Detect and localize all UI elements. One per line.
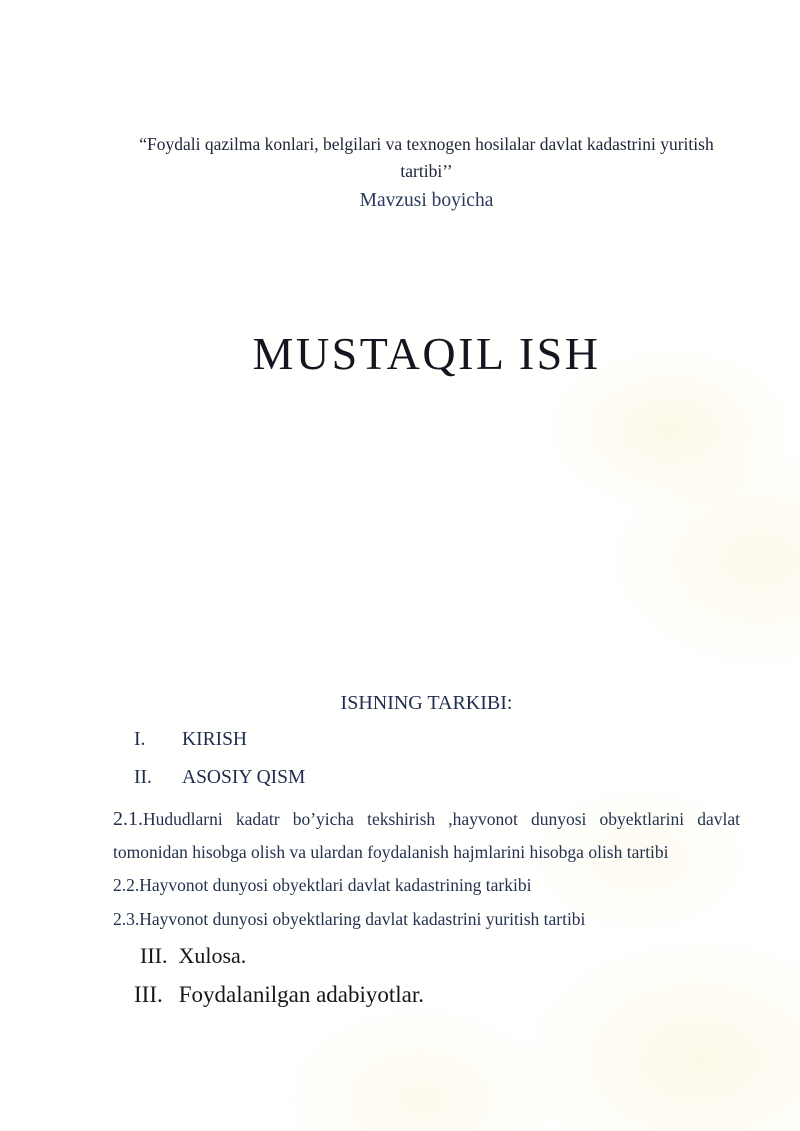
- list-item-kirish: [113, 729, 740, 767]
- main-title: MUSTAQIL ISH: [252, 328, 601, 379]
- contents-roman-list: [113, 729, 740, 804]
- closing-item-xulosa: [113, 936, 740, 975]
- subitem-text: Hayvonot dunyosi obyektlaring davlat kadastrini yuritish tartibi: [139, 908, 586, 929]
- subitem-number: 2.1.: [113, 808, 143, 830]
- list-item-numeral: II.: [134, 766, 152, 788]
- closing-item-numeral: III.: [134, 982, 163, 1007]
- subitem-number: 2.3.: [113, 908, 140, 929]
- document-header: [113, 131, 740, 213]
- subitem-text: Hududlarni kadatr bo’yicha tekshirish ,hayvonot dunyosi obyektlarini davlat tomonidan hisobga olish va ulardan foydalanish hajmlarini hisobga olish tartibi: [113, 809, 740, 863]
- subitem-number: 2.2.: [113, 875, 140, 896]
- contents-closing-list: [113, 936, 740, 1015]
- list-item-asosiy-qism: [113, 767, 740, 805]
- subitem-text: Hayvonot dunyosi obyektlari davlat kadastrining tarkibi: [139, 875, 532, 896]
- closing-item-numeral: III.: [140, 943, 168, 968]
- contents-heading: ISHNING TARKIBI:: [340, 692, 513, 714]
- subitem-2-1: [113, 803, 740, 869]
- list-item-label: ASOSIY QISM: [182, 766, 306, 788]
- closing-item-adabiyotlar: [113, 975, 740, 1015]
- list-item-label: KIRISH: [182, 729, 248, 750]
- closing-item-label: Foydalanilgan adabiyotlar.: [178, 982, 425, 1007]
- contents-subitems: [113, 803, 740, 936]
- header-subtitle: Mavzusi boyicha: [359, 190, 494, 211]
- header-quote-title: “Foydali qazilma konlari, belgilari va texnogen hosilalar davlat kadastrini yuritish tartibi’’: [139, 134, 714, 181]
- subitem-2-2: [113, 869, 740, 902]
- closing-item-label: Xulosa.: [178, 943, 247, 968]
- subitem-2-3: [113, 903, 740, 936]
- list-item-numeral: I.: [134, 729, 146, 750]
